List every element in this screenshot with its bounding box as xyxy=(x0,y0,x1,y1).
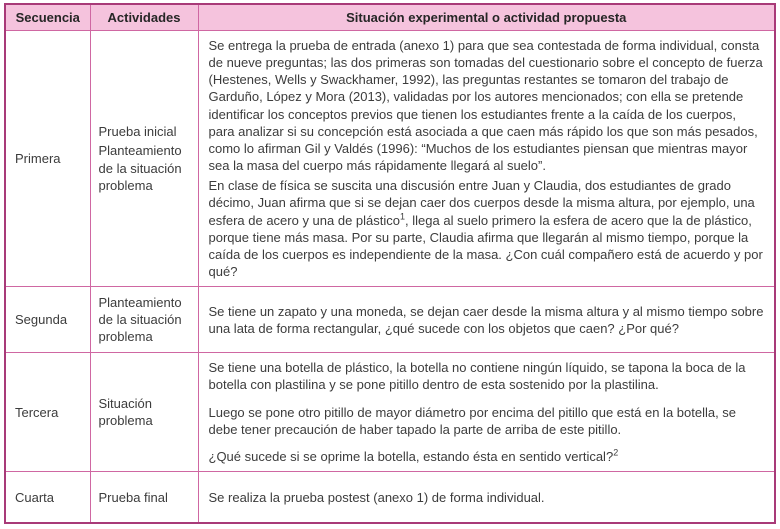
actividad-line: Prueba final xyxy=(98,489,168,505)
cell-actividades xyxy=(90,31,198,287)
paragraph: Se realiza la prueba postest (anexo 1) de forma individual. xyxy=(208,489,545,505)
paragraph-text: En clase de física se suscita una discusión entre Juan y Claudia, dos estudiantes de grado décimo, Juan afirma que si se dejan caer dos cuerpos desde la misma altura, por ejemplo, una esfera de acero y una de plástico xyxy=(208,178,755,228)
cell-secuencia: Primera xyxy=(5,31,90,287)
header-actividades: Actividades xyxy=(90,4,198,31)
table-row-cuarta xyxy=(5,471,775,523)
cell-actividades xyxy=(90,353,198,472)
actividad-line: Situación problema xyxy=(98,395,153,429)
cell-actividades xyxy=(90,287,198,353)
paragraph: Se tiene una botella de plástico, la botella no contiene ningún líquido, se tapona la boca de la botella con plastilina y se pone pitillo dentro de esta sostenido por la plastilina. xyxy=(208,360,746,393)
table-row-segunda xyxy=(5,287,775,353)
paragraph: Se tiene un zapato y una moneda, se dejan caer desde la misma altura y al mismo tiempo sobre una lata de forma rectangular, ¿qué sucede con los objetos que caen? ¿Por qué? xyxy=(208,303,764,336)
table-row-tercera xyxy=(5,353,775,472)
actividad-line: Prueba inicial xyxy=(98,124,177,140)
cell-secuencia: Segunda xyxy=(5,287,90,353)
header-situacion: Situación experimental o actividad propuesta xyxy=(198,4,775,31)
paragraph: Se entrega la prueba de entrada (anexo 1) para que sea contestada de forma individual, consta de nueve preguntas; las dos primeras son tomadas del cuestionario sobre el concepto de fuerza (Hestenes, Wells y Swackhamer, 1992), las preguntas restantes se tomaron del trabajo de Garduño, López y Mora (2013), validadas por los autores mencionados; con ella se pretende identificar los conceptos previos que tienen los estudiantes frente a la caída de los cuerpos, para analizar si su concepción está asociada a que caen más rápido los que son más pesados, como lo afirman Gil y Valdés (1996): “Muchos de los estudiantes piensan que mientras mayor sea la masa del cuerpo más rápidamente llegará al suelo”. xyxy=(208,38,763,174)
cell-secuencia: Cuarta xyxy=(5,471,90,523)
table-header-row xyxy=(5,4,775,31)
cell-situacion xyxy=(198,471,775,523)
header-secuencia: Secuencia xyxy=(5,4,90,31)
cell-secuencia: Tercera xyxy=(5,353,90,472)
actividad-line: Planteamiento de la situación problema xyxy=(98,143,182,193)
cell-situacion xyxy=(198,353,775,472)
experiment-sequence-table xyxy=(4,3,776,524)
paragraph xyxy=(209,448,765,465)
footnote-marker: 2 xyxy=(613,447,619,458)
actividad-line: Planteamiento de la situación problema xyxy=(98,294,182,345)
cell-situacion xyxy=(198,31,775,287)
cell-situacion xyxy=(198,287,775,353)
paragraph-text: ¿Qué sucede si se oprime la botella, estando ésta en sentido vertical? xyxy=(208,448,614,464)
paragraph: Luego se pone otro pitillo de mayor diámetro por encima del pitillo que está en la botella, se debe tener precaución de haber tapado la parte de arriba de este pitillo. xyxy=(208,404,737,437)
paragraph-text: , llega al suelo primero la esfera de acero que la de plástico, porque tiene más masa. Por su parte, Claudia afirma que llegarán al mismo tiempo, porque la caída de los cuerpos es independiente de la masa. ¿Con cuál compañero está de acuerdo y por qué? xyxy=(208,212,763,280)
table-row-primera xyxy=(5,31,775,287)
paragraph xyxy=(209,177,765,280)
cell-actividades xyxy=(90,471,198,523)
footnote-marker: 1 xyxy=(400,211,406,222)
